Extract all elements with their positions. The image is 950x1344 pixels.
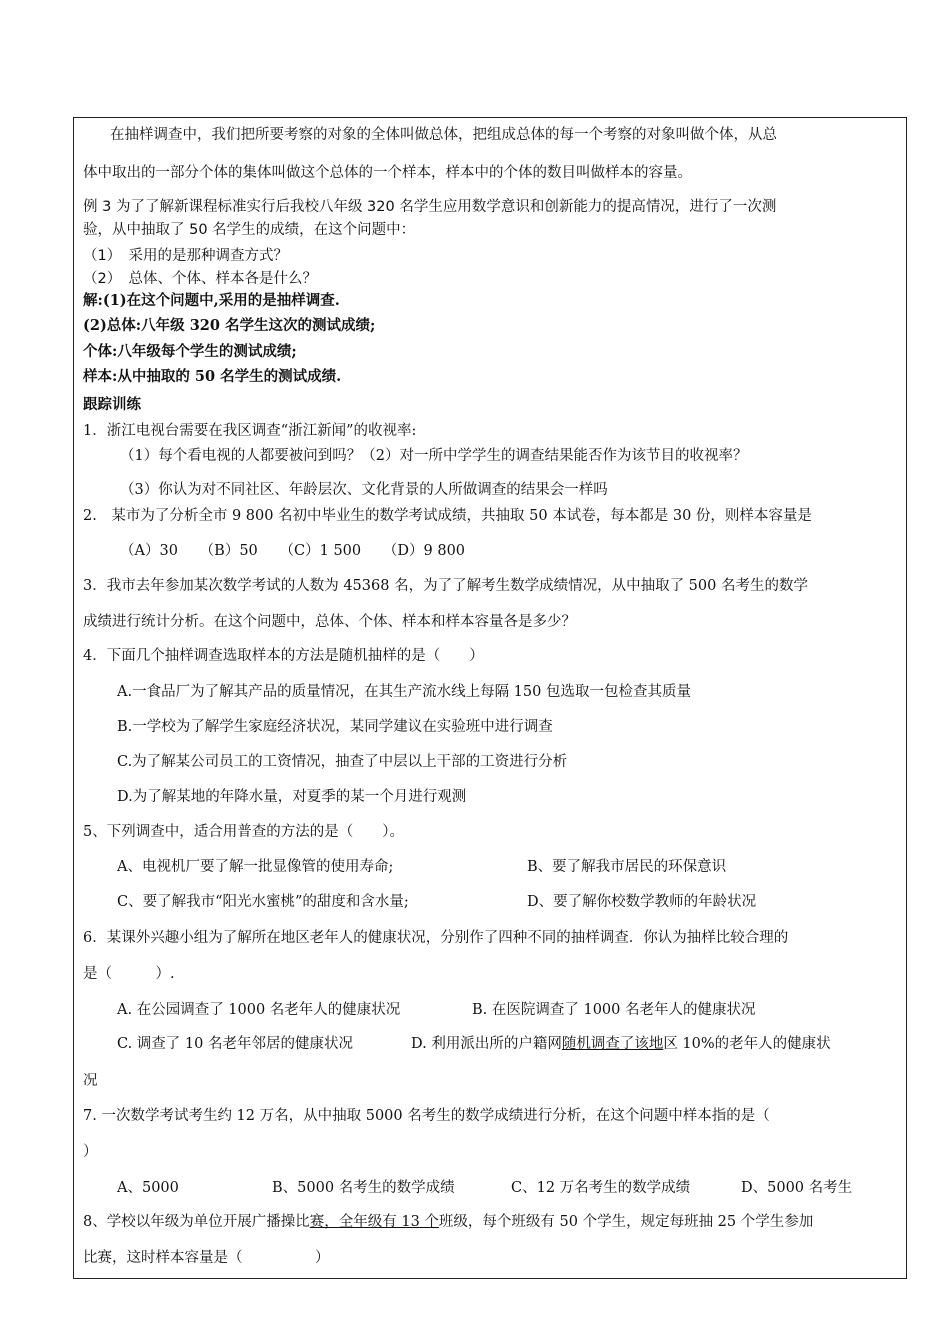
example3-solution-2: (2)总体:八年级 320 名学生这次的测试成绩; — [83, 317, 376, 334]
intro-line-2: 体中取出的一部分个体的集体叫做这个总体的一个样本，样本中的个体的数目叫做样本的容量。 — [83, 165, 692, 181]
q4-option-b: B.一学校为了解学生家庭经济状况，某同学建议在实验班中进行调查 — [117, 719, 553, 735]
example3-question-2: （2） 总体、个体、样本各是什么？ — [83, 271, 317, 287]
q5-option-b: B、要了解我市居民的环保意识 — [527, 859, 727, 875]
q5-option-a: A、电视机厂要了解一批显像管的使用寿命; — [117, 859, 394, 875]
q8-pre: 8、学校以年级为单位开展广播操比 — [83, 1214, 310, 1230]
q3-line-1: 3．我市去年参加某次数学考试的人数为 45368 名，为了了解考生数学成绩情况，从中抽取了 500 名考生的数学 — [83, 578, 808, 594]
q7-option-c: C、12 万名考生的数学成绩 — [511, 1180, 691, 1196]
q8-underlined: 赛，全年级有 13 个 — [309, 1214, 439, 1230]
intro-line-1: 在抽样调查中，我们把所要考察的对象的全体叫做总体，把组成总体的每一个考察的对象叫做个体，从总 — [110, 127, 777, 143]
example3-question-1: （1） 采用的是那种调查方式？ — [83, 248, 288, 264]
q6-option-b: B. 在医院调查了 1000 名老年人的健康状况 — [472, 1002, 756, 1018]
q6-option-a: A. 在公园调查了 1000 名老年人的健康状况 — [117, 1002, 401, 1018]
q5-option-c: C、要了解我市“阳光水蜜桃”的甜度和含水量; — [117, 894, 409, 910]
q1-part-b: （3）你认为对不同社区、年龄层次、文化背景的人所做调查的结果会一样吗 — [120, 482, 608, 498]
q1-part-a: （1）每个看电视的人都要被问到吗？（2）对一所中学学生的调查结果能否作为该节目的收视率？ — [120, 448, 748, 464]
q3-line-2: 成绩进行统计分析。在这个问题中，总体、个体、样本和样本容量各是多少？ — [83, 614, 576, 630]
q6-option-c: C. 调查了 10 名老年邻居的健康状况 — [117, 1036, 353, 1052]
example3-solution-4: 样本:从中抽取的 50 名学生的测试成绩. — [83, 368, 342, 385]
q6-option-d-post: 区 10%的老年人的健康状 — [663, 1036, 831, 1052]
example3-line-1: 例 3 为了了解新课程标准实行后我校八年级 320 名学生应用数学意识和创新能力的提高情况，进行了一次测 — [83, 199, 777, 215]
training-title: 跟踪训练 — [83, 396, 141, 413]
q6-option-d — [411, 1034, 831, 1054]
example3-line-2: 验，从中抽取了 50 名学生的成绩，在这个问题中： — [83, 222, 416, 238]
q6-line-2: 是（ ）. — [83, 966, 175, 982]
q6-line-1: 6．某课外兴趣小组为了解所在地区老年人的健康状况，分别作了四种不同的抽样调查．你认为抽样比较合理的 — [83, 930, 789, 946]
q6-option-d-underlined: 随机调查了该地 — [561, 1036, 664, 1052]
q7-line-1: 7. 一次数学考试考生约 12 万名，从中抽取 5000 名考生的数学成绩进行分析，在这个问题中样本指的是（ — [83, 1108, 770, 1124]
q6-option-d-continued: 况 — [83, 1073, 98, 1089]
example3-solution-1: 解:(1)在这个问题中,采用的是抽样调查. — [83, 292, 340, 309]
q7-option-d: D、5000 名考生 — [741, 1180, 853, 1196]
q1-stem: 1．浙江电视台需要在我区调查“浙江新闻”的收视率: — [83, 423, 417, 439]
q7-line-2: ） — [83, 1144, 98, 1160]
example3-solution-3: 个体:八年级每个学生的测试成绩; — [83, 343, 297, 360]
q4-stem: 4．下面几个抽样调查选取样本的方法是随机抽样的是（ ） — [83, 648, 484, 664]
q8-line-2: 比赛，这时样本容量是（ ） — [83, 1250, 330, 1266]
q6-option-d-pre: D. 利用派出所的户籍网 — [411, 1036, 562, 1052]
q7-option-a: A、5000 — [117, 1180, 179, 1196]
q4-option-d: D.为了解某地的年降水量，对夏季的某一个月进行观测 — [117, 789, 467, 805]
q5-stem: 5、下列调查中，适合用普查的方法的是（ ）。 — [83, 824, 404, 840]
q7-option-b: B、5000 名考生的数学成绩 — [272, 1180, 455, 1196]
q4-option-a: A.一食品厂为了解其产品的质量情况，在其生产流水线上每隔 150 包选取一包检查其质量 — [117, 684, 691, 700]
q8-line-1 — [83, 1212, 813, 1232]
q2-options: （A）30 （B）50 （C）1 500 （D）9 800 — [120, 543, 466, 559]
q4-option-c: C.为了解某公司员工的工资情况，抽查了中层以上干部的工资进行分析 — [117, 754, 568, 770]
q8-post: 班级，每个班级有 50 个学生，规定每班抽 25 个学生参加 — [438, 1214, 814, 1230]
q2-stem: 2. 某市为了分析全市 9 800 名初中毕业生的数学考试成绩，共抽取 50 本试卷，每本都是 30 份，则样本容量是 — [83, 508, 812, 524]
q5-option-d: D、要了解你校数学教师的年龄状况 — [527, 894, 757, 910]
